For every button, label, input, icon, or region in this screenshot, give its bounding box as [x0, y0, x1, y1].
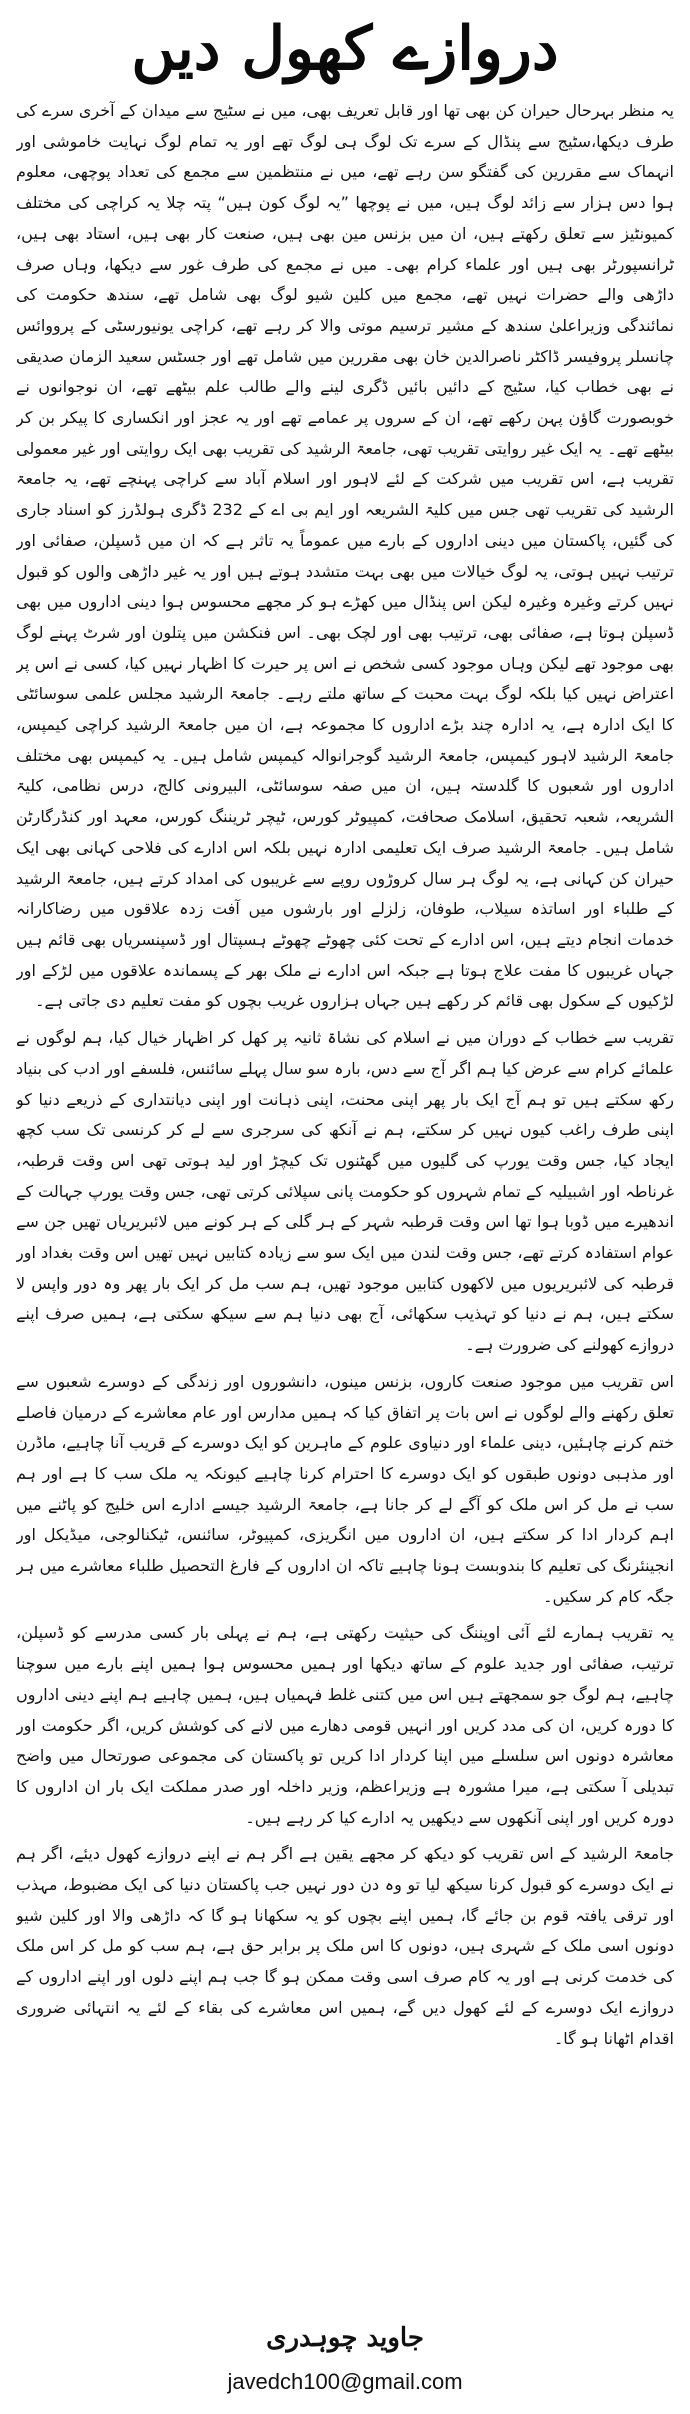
column-body [16, 96, 674, 2286]
author-email[interactable]: javedch100@gmail.com [227, 2369, 463, 2394]
column-headline: دروازے کھول دیں [131, 14, 559, 84]
body-paragraph: تقریب سے خطاب کے دوران میں نے اسلام کی نشاۃ ثانیہ پر کھل کر اظہار خیال کیا، ہم لوگوں نے علمائے کرام سے عرض کیا ہم اگر آج سے دس، بارہ سو سال پہلے سائنس، فلسفے اور ادب کی بنیاد رکھ سکتے ہیں تو ہم آج ایک بار پھر اپنی محنت، اپنی ذہانت اور اپنی دیانتداری کے ذریعے دنیا کو اپنی طرف راغب کیوں نہیں کر سکتے، ہم نے آنکھ کی سرجری سے لے کر کرنسی تک سب کچھ ایجاد کیا، جس وقت یورپ کی گلیوں میں گھٹنوں تک کیچڑ اور لید ہوتی تھی اس وقت قرطبہ، غرناطہ اور اشبیلیہ کے تمام شہروں کو حکومت پانی سپلائی کرتی تھی، جس وقت یورپ جہالت کے اندھیرے میں ڈوبا ہوا تھا اس وقت قرطبہ شہر کے ہر گلی کے ہر کونے میں لائبریریاں تھیں جن سے عوام استفادہ کرتے تھے، جس وقت لندن میں ایک سو سے زیادہ کتابیں نہیں تھیں اس وقت بغداد اور قرطبہ کی لائبریریوں میں لاکھوں کتابیں موجود تھیں، ہم سب مل کر ایک بار پھر وہ دور واپس لا سکتے ہیں، ہم نے دنیا کو تہذیب سکھائی، آج بھی دنیا ہم سے سیکھ سکتی ہے، ہمیں صرف اپنے دروازے کھولنے کی ضرورت ہے۔ [16, 1028, 674, 1355]
body-paragraph: یہ منظر بہرحال حیران کن بھی تھا اور قابل تعریف بھی، میں نے سٹیج سے میدان کے آخری سرے کی طرف دیکھا،سٹیج سے پنڈال کے سرے تک لوگ ہی لوگ تھے اور یہ تمام لوگ نہایت خاموشی اور انہماک سے مقررین کی گفتگو سن رہے تھے، میں نے منتظمین سے مجمع کی تعداد پوچھی، معلوم ہوا دس ہزار سے زائد لوگ ہیں، میں نے پوچھا ”یہ لوگ کون ہیں“ پتہ چلا یہ کراچی کی مختلف کمیونٹیز سے تعلق رکھتے ہیں، ان میں بزنس مین بھی ہیں، صنعت کار بھی ہیں، استاد بھی ہیں، ٹرانسپورٹر بھی ہیں اور علماء کرام بھی۔ میں نے مجمع کی طرف غور سے دیکھا، وہاں صرف داڑھی والے حضرات نہیں تھے، مجمع میں کلین شیو لوگ بھی شامل تھے، سندھ حکومت کی نمائندگی وزیراعلیٰ سندھ کے مشیر ترسیم موتی والا کر رہے تھے، کراچی یونیورسٹی کے پرووائس چانسلر پروفیسر ڈاکٹر ناصرالدین خان بھی مقررین میں شامل تھے اور جسٹس سعید الزمان صدیقی نے بھی خطاب کیا، سٹیج کے دائیں بائیں ڈگری لینے والے طالب علم بیٹھے تھے، ان نوجوانوں نے خوبصورت گاؤن پہن رکھے تھے، ان کے سروں پر عمامے تھے اور یہ عجز اور انکساری کا پیکر بن کر بیٹھے تھے۔ یہ ایک غیر روایتی تقریب تھی، جامعۃ الرشید کی تقریب بھی ایک روایتی اور غیر معمولی تقریب ہے، اس تقریب میں شرکت کے لئے لاہور اور اسلام آباد سے کراچی پہنچے تھے، یہ جامعۃ الرشید کی تقریب تھی جس میں کلیۃ الشریعہ اور ایم بی اے کے 232 ڈگری ہولڈرز کو اسناد جاری کی گئیں، پاکستان میں دینی اداروں کے بارے میں عموماً یہ تاثر ہے کہ ان میں ڈسپلن، صفائی اور ترتیب نہیں ہوتی، یہ لوگ خیالات میں بھی بہت متشدد ہوتے ہیں اور یہ غیر داڑھی والوں کو قبول نہیں کرتے وغیرہ وغیرہ لیکن اس پنڈال میں کھڑے ہو کر مجھے محسوس ہوا دینی اداروں میں بھی ڈسپلن ہوتا ہے، صفائی بھی، ترتیب بھی اور لچک بھی۔ اس فنکشن میں پتلون اور شرٹ پہنے لوگ بھی موجود تھے لیکن وہاں موجود کسی شخص نے اس پر حیرت کا اظہار نہیں کیا، کسی نے اس پر اعتراض نہیں کیا بلکہ لوگ بہت محبت کے ساتھ ملتے رہے۔ جامعۃ الرشید مجلس علمی سوسائٹی کا ایک ادارہ ہے، یہ ادارہ چند بڑے اداروں کا مجموعہ ہے، ان میں جامعۃ الرشید کراچی کیمپس، جامعۃ الرشید لاہور کیمپس، جامعۃ الرشید گوجرانوالہ کیمپس شامل ہیں۔ یہ کیمپس بھی مختلف اداروں اور شعبوں کا گلدستہ ہیں، ان میں صفہ سوسائٹی، البیرونی کالج، درس نظامی، کلیۃ الشریعہ، شعبہ تحقیق، اسلامک صحافت، کمپیوٹر کورس، ٹیچر ٹریننگ کورس، معہد اور کنڈرگارٹن شامل ہیں۔ جامعۃ الرشید صرف ایک تعلیمی ادارہ نہیں بلکہ اس ادارے کی فلاحی کہانی بھی ایک حیران کن کہانی ہے، یہ لوگ ہر سال کروڑوں روپے سے غریبوں کی امداد کرتے ہیں، جامعۃ الرشید کے طلباء اور اساتذہ سیلاب، طوفان، زلزلے اور بارشوں میں آفت زدہ علاقوں میں رضاکارانہ خدمات انجام دیتے ہیں، اس ادارے کے تحت کئی چھوٹے چھوٹے ہسپتال اور ڈسپنسریاں بھی قائم ہیں جہاں غریبوں کا مفت علاج ہوتا ہے جبکہ اس ادارے نے ملک بھر کے پسماندہ علاقوں میں لڑکے اور لڑکیوں کے سکول بھی قائم کر رکھے ہیں جہاں ہزاروں غریب بچوں کو مفت تعلیم دی جاتی ہے۔ [16, 101, 674, 1011]
body-paragraph: جامعۃ الرشید کے اس تقریب کو دیکھ کر مجھے یقین ہے اگر ہم نے اپنے دروازے کھول دیئے، اگر ہم نے ایک دوسرے کو قبول کرنا سیکھ لیا تو وہ دن دور نہیں جب پاکستان دنیا کی ایک مضبوط، مہذب اور ترقی یافتہ قوم بن جائے گا، ہمیں اپنے بچوں کو یہ سکھانا ہو گا کہ داڑھی والا اور کلین شیو دونوں اسی ملک کے شہری ہیں، دونوں کا اس ملک پر برابر حق ہے، ہم سب کو مل کر اس ملک کی خدمت کرنی ہے اور یہ کام صرف اسی وقت ممکن ہو گا جب ہم اپنے دلوں اور اپنے اداروں کے دروازے ایک دوسرے کے لئے کھول دیں گے، ہمیں اس معاشرے کی بقاء کے لئے یہ انتہائی ضروری اقدام اٹھانا ہو گا۔ [16, 1844, 674, 2048]
body-paragraph: اس تقریب میں موجود صنعت کاروں، بزنس مینوں، دانشوروں اور زندگی کے دوسرے شعبوں سے تعلق رکھنے والے لوگوں نے اس بات پر اتفاق کیا کہ ہمیں مدارس اور عام معاشرے کے درمیان فاصلے ختم کرنے چاہئیں، دینی علماء اور دنیاوی علوم کے ماہرین کو ایک دوسرے کے قریب آنا چاہیے، ماڈرن اور مذہبی دونوں طبقوں کو ایک دوسرے کا احترام کرنا چاہیے کیونکہ یہ ملک سب کا ہے اور ہم سب نے مل کر اس ملک کو آگے لے کر جانا ہے، جامعۃ الرشید جیسے ادارے اس خلیج کو پاٹنے میں اہم کردار ادا کر سکتے ہیں، ان اداروں میں انگریزی، کمپیوٹر، سائنس، ٹیکنالوجی، میڈیکل اور انجینئرنگ کی تعلیم کا بندوبست ہونا چاہیے تاکہ ان اداروں کے فارغ التحصیل طلباء معاشرے میں ہر جگہ کام کر سکیں۔ [16, 1371, 674, 1606]
body-paragraph: یہ تقریب ہمارے لئے آئی اوپننگ کی حیثیت رکھتی ہے، ہم نے پہلی بار کسی مدرسے کو ڈسپلن، ترتیب، صفائی اور جدید علوم کے ساتھ دیکھا اور ہمیں محسوس ہوا ہمیں اپنے بارے میں سوچنا چاہیے، ہم لوگ جو سمجھتے ہیں اس میں کتنی غلط فہمیاں ہیں، ہمیں چاہیے ہم اپنے دینی اداروں کا دورہ کریں، ان کی مدد کریں اور انہیں قومی دھارے میں لانے کی کوشش کریں، اگر حکومت اور معاشرہ دونوں اس سلسلے میں اپنا کردار ادا کریں تو پاکستان کی مجموعی صورتحال میں واضح تبدیلی آ سکتی ہے، میرا مشورہ ہے وزیراعظم، وزیر داخلہ اور صدر مملکت ایک بار ان اداروں کا دورہ کریں اور اپنی آنکھوں سے دیکھیں یہ ادارے کیا کر رہے ہیں۔ [16, 1623, 674, 1827]
author-name: جاوید چوہدری [266, 2323, 424, 2353]
